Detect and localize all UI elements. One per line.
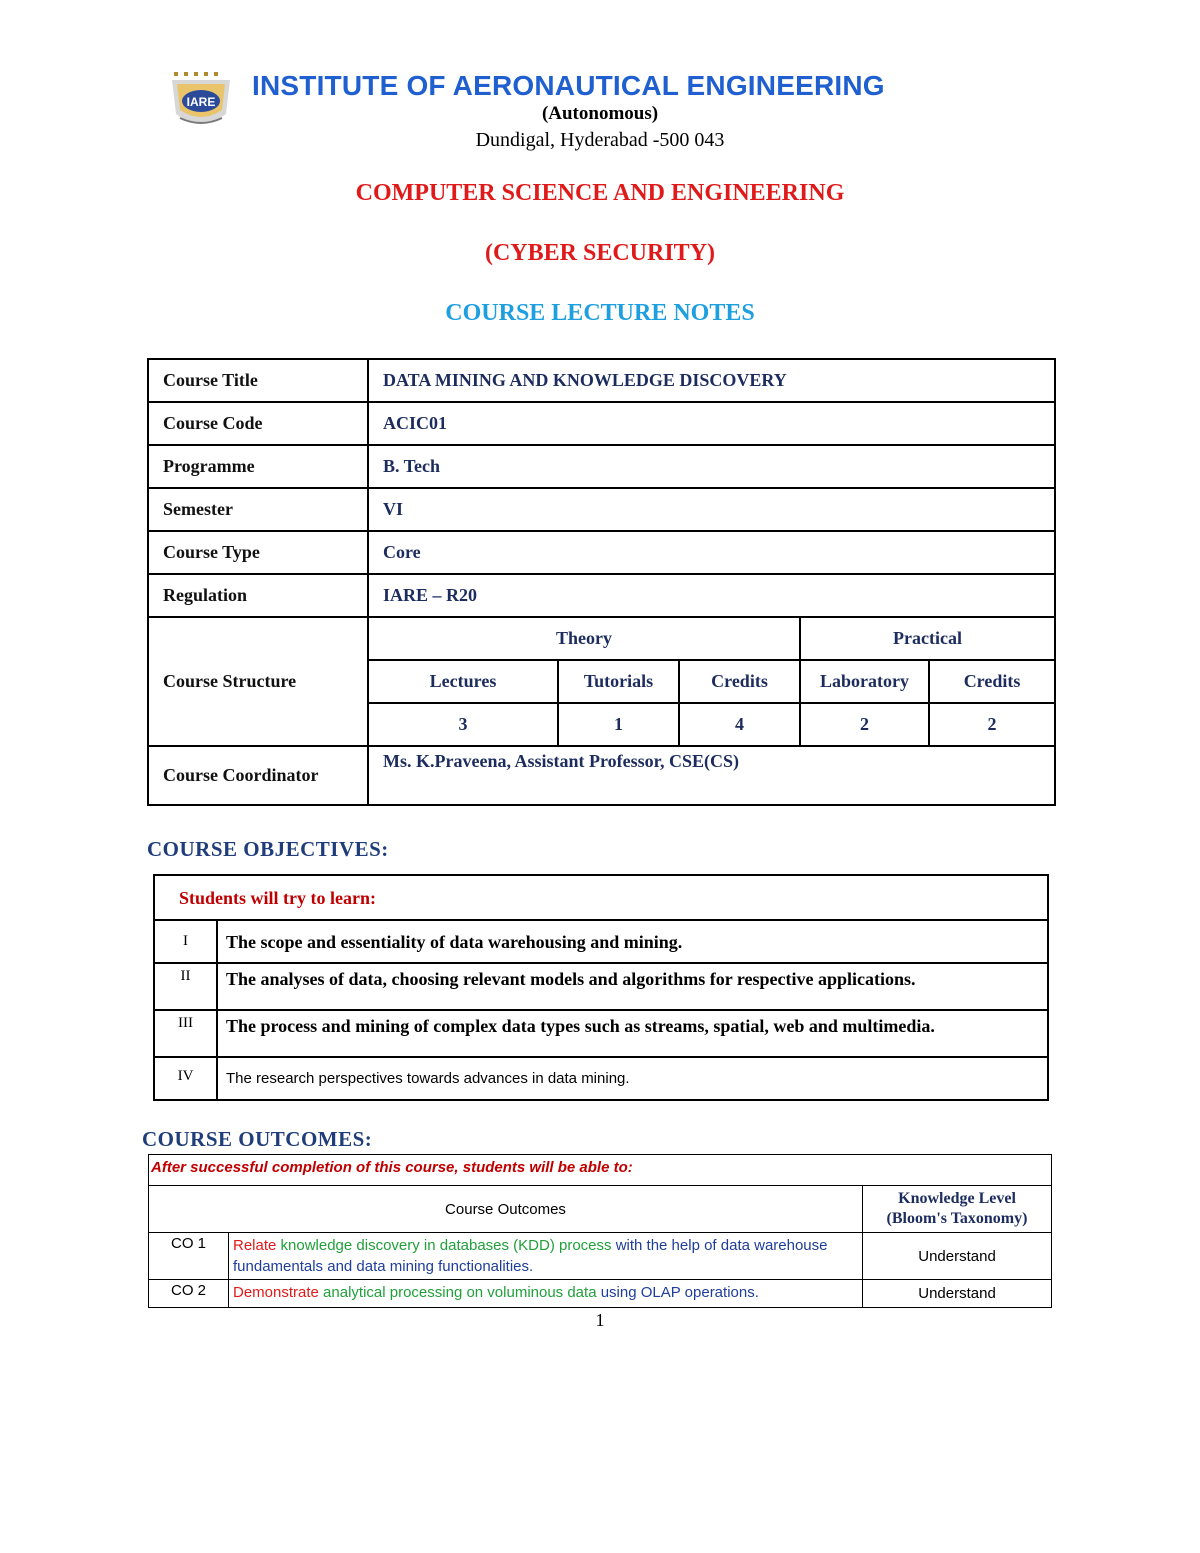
outcomes-table bbox=[148, 1154, 1052, 1308]
course-structure-row bbox=[148, 617, 1055, 660]
row-label: Regulation bbox=[148, 574, 368, 617]
objective-number: III bbox=[154, 1010, 217, 1057]
lectures-header: Lectures bbox=[368, 660, 558, 703]
programme-value: B. Tech bbox=[368, 445, 1055, 488]
outcome-level: Understand bbox=[863, 1280, 1052, 1308]
coordinator-row bbox=[148, 746, 1055, 805]
objective-row bbox=[154, 920, 1048, 963]
objective-number: II bbox=[154, 963, 217, 1010]
row-label: Programme bbox=[148, 445, 368, 488]
course-type-row bbox=[148, 531, 1055, 574]
outcome-condition: with the help of data warehouse fundamentals and data mining functionalities. bbox=[233, 1237, 828, 1275]
course-structure-label: Course Structure bbox=[148, 617, 368, 746]
outcomes-heading: COURSE OUTCOMES: bbox=[142, 1127, 373, 1151]
row-label: Course Title bbox=[148, 359, 368, 402]
practical-credits-header: Credits bbox=[929, 660, 1055, 703]
knowledge-level-line2: (Bloom's Taxonomy) bbox=[886, 1210, 1028, 1227]
outcomes-intro-row bbox=[149, 1155, 1052, 1186]
lectures-value: 3 bbox=[368, 703, 558, 746]
outcome-content: knowledge discovery in databases (KDD) process bbox=[276, 1237, 616, 1254]
objective-text: The analyses of data, choosing relevant models and algorithms for respective applications. bbox=[217, 963, 1048, 1010]
theory-credits-value: 4 bbox=[679, 703, 800, 746]
objectives-intro: Students will try to learn: bbox=[154, 875, 1048, 920]
objectives-table bbox=[153, 874, 1049, 1101]
laboratory-value: 2 bbox=[800, 703, 929, 746]
outcome-level: Understand bbox=[863, 1233, 1052, 1280]
practical-header: Practical bbox=[800, 617, 1055, 660]
outcome-verb: Relate bbox=[233, 1237, 277, 1254]
page-number: 1 bbox=[595, 1310, 605, 1330]
logo-text: IARE bbox=[186, 95, 216, 109]
objective-text: The research perspectives towards advances in data mining. bbox=[217, 1057, 1048, 1100]
knowledge-level-header bbox=[863, 1186, 1052, 1233]
regulation-value: IARE – R20 bbox=[368, 574, 1055, 617]
practical-credits-value: 2 bbox=[929, 703, 1055, 746]
outcome-row bbox=[149, 1233, 1052, 1280]
row-label: Semester bbox=[148, 488, 368, 531]
institute-name: INSTITUTE OF AERONAUTICAL ENGINEERING bbox=[252, 70, 885, 101]
row-label: Course Type bbox=[148, 531, 368, 574]
coordinator-value: Ms. K.Praveena, Assistant Professor, CSE(CS) bbox=[368, 746, 1055, 805]
institute-address: Dundigal, Hyderabad -500 043 bbox=[475, 129, 725, 151]
laboratory-header: Laboratory bbox=[800, 660, 929, 703]
autonomous-status: (Autonomous) bbox=[541, 103, 659, 124]
course-info-table bbox=[147, 358, 1056, 806]
knowledge-level-line1: Knowledge Level bbox=[898, 1190, 1016, 1207]
theory-credits-header: Credits bbox=[679, 660, 800, 703]
objective-number: I bbox=[154, 920, 217, 963]
semester-value: VI bbox=[368, 488, 1055, 531]
department-title: COMPUTER SCIENCE AND ENGINEERING bbox=[355, 180, 845, 206]
programme-row bbox=[148, 445, 1055, 488]
objective-row bbox=[154, 1010, 1048, 1057]
outcome-row bbox=[149, 1280, 1052, 1308]
objective-number: IV bbox=[154, 1057, 217, 1100]
semester-row bbox=[148, 488, 1055, 531]
course-type-value: Core bbox=[368, 531, 1055, 574]
course-code-value: ACIC01 bbox=[368, 402, 1055, 445]
outcome-content: analytical processing on voluminous data bbox=[318, 1284, 601, 1301]
objective-text: The process and mining of complex data types such as streams, spatial, web and multimedia. bbox=[217, 1010, 1048, 1057]
outcome-verb: Demonstrate bbox=[233, 1284, 319, 1301]
document-title: COURSE LECTURE NOTES bbox=[445, 300, 755, 326]
objective-text: The scope and essentiality of data warehousing and mining. bbox=[217, 920, 1048, 963]
outcome-text bbox=[229, 1280, 863, 1308]
outcome-code: CO 1 bbox=[149, 1233, 229, 1280]
outcomes-header-row bbox=[149, 1186, 1052, 1233]
objective-row bbox=[154, 963, 1048, 1010]
tutorials-value: 1 bbox=[558, 703, 679, 746]
regulation-row bbox=[148, 574, 1055, 617]
course-title-value: DATA MINING AND KNOWLEDGE DISCOVERY bbox=[368, 359, 1055, 402]
row-label: Course Code bbox=[148, 402, 368, 445]
course-outcomes-header: Course Outcomes bbox=[149, 1186, 863, 1233]
outcome-text bbox=[229, 1233, 863, 1280]
tutorials-header: Tutorials bbox=[558, 660, 679, 703]
course-title-row bbox=[148, 359, 1055, 402]
course-code-row bbox=[148, 402, 1055, 445]
theory-header: Theory bbox=[368, 617, 800, 660]
outcome-code: CO 2 bbox=[149, 1280, 229, 1308]
objective-row bbox=[154, 1057, 1048, 1100]
outcomes-intro: After successful completion of this course, students will be able to: bbox=[149, 1155, 1052, 1186]
objectives-intro-row bbox=[154, 875, 1048, 920]
specialization-title: (CYBER SECURITY) bbox=[484, 240, 716, 266]
objectives-heading: COURSE OBJECTIVES: bbox=[147, 837, 389, 861]
coordinator-label: Course Coordinator bbox=[148, 746, 368, 805]
outcome-condition: using OLAP operations. bbox=[600, 1284, 759, 1301]
